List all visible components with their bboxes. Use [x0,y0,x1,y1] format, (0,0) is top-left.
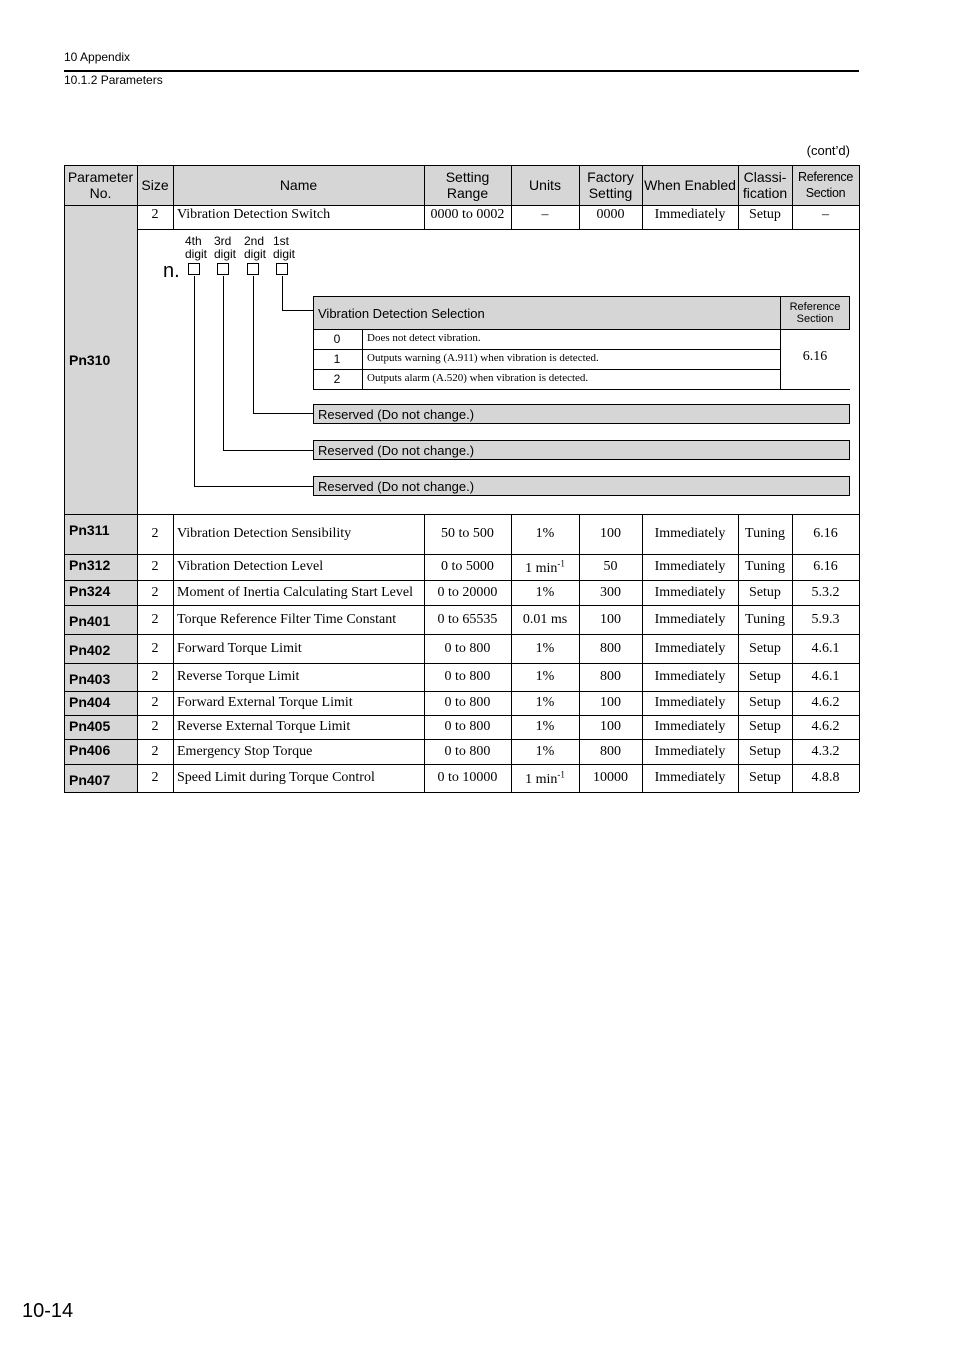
cell-size: 2 [151,743,159,759]
header-param-no: Parameter No. [64,165,137,205]
digit-connector [194,486,313,487]
cell-classification: Setup [749,669,781,684]
header-classification: Classi- fication [738,165,792,205]
col-divider [738,514,739,792]
cell-factory-setting: 800 [600,743,621,759]
col-divider [424,165,425,205]
option-border [362,329,363,389]
cell-size: 2 [151,719,159,734]
selection-ref-header: Reference Section [780,296,850,330]
cell-when-enabled: Immediately [654,584,726,600]
cell-param-no: Pn407 [64,764,137,792]
col-divider [64,514,65,792]
cell-size: 2 [151,526,159,541]
cell-setting-range: 0 to 800 [444,640,491,656]
units-value: 1 $\min^{-1}$ [525,768,565,787]
option-text: Outputs alarm (A.520) when vibration is detected. [367,372,589,384]
cell-name: Reverse Torque Limit [177,669,300,684]
reserved-bar: Reserved (Do not change.) [313,404,850,424]
cell-reference-section: 6.16 [813,559,838,574]
col-divider [859,165,860,205]
cell-classification: Tuning [745,611,785,627]
cell-name: Emergency Stop Torque [177,743,313,759]
cell-reference-section: 6.16 [813,526,838,541]
table-row [64,514,859,554]
col-divider [792,205,793,229]
cell-when-enabled: Immediately [654,770,726,785]
cell-units: 1% [535,695,555,710]
digit-connector [223,276,224,450]
cell-reference-section: 4.6.1 [811,640,840,656]
cell-units: 1% [535,743,555,759]
cell-setting-range: 0 to 800 [444,669,491,684]
col-divider [424,205,425,229]
option-divider [313,389,781,390]
cell-param-no: Pn311 [64,514,137,554]
col-divider [64,205,65,229]
cell-size: 2 [151,695,159,710]
cell-reference-section: 4.3.2 [811,743,840,759]
col-divider [792,165,793,205]
cell-param-no: Pn312 [64,554,137,580]
page-number: 10-14 [22,1300,74,1322]
col-divider [579,514,580,792]
col-divider [642,205,643,229]
reserved-bar: Reserved (Do not change.) [313,476,850,496]
diagram-border [859,229,860,514]
row-divider [64,605,859,606]
digit-label: 1st digit [273,234,296,261]
table-row [64,580,859,605]
row-divider [64,739,859,740]
selection-title: Vibration Detection Selection [313,296,781,330]
cell-when-enabled: Immediately [654,669,726,684]
cell-param-no: Pn403 [64,663,137,691]
cell-reference-section: 4.8.8 [811,770,840,785]
table-header-row [64,165,859,205]
table-row [64,663,859,691]
option-divider [313,349,781,350]
cell-units [511,554,579,580]
cell-reference-section: – [822,207,829,222]
cell-param-no: Pn310 [64,205,137,514]
cell-units: 1% [535,719,555,734]
table-row [64,739,859,764]
cell-classification: Setup [749,770,781,785]
section-header: 10.1.2 Parameters [64,73,163,87]
digit-connector [282,310,313,311]
cell-factory-setting: 100 [600,695,621,710]
cell-when-enabled: Immediately [654,695,726,710]
col-divider [173,165,174,205]
digit-connector [223,450,313,451]
header-rule [64,70,859,72]
cell-when-enabled: Immediately [654,611,726,627]
cell-setting-range: 0 to 800 [444,695,491,710]
cell-factory-setting: 10000 [593,770,628,785]
row-divider [64,691,859,692]
chapter-header: 10 Appendix [64,50,131,64]
cell-units: 0.01 ms [522,611,568,627]
cell-factory-setting: 800 [600,669,621,684]
option-value: 0 [333,332,341,346]
header-size: Size [137,165,173,205]
cell-factory-setting: 800 [600,640,621,656]
digit-box [217,263,229,275]
cell-setting-range: 0 to 800 [444,743,491,759]
cell-param-no: Pn402 [64,634,137,663]
cell-units: 1% [535,640,555,656]
table-row [64,764,859,792]
cell-reference-section: 5.9.3 [811,611,840,627]
row-divider [137,229,859,230]
table-row [64,691,859,715]
cell-when-enabled: Immediately [654,719,726,734]
cell-name: Vibration Detection Sensibility [177,526,352,541]
cell-name: Torque Reference Filter Time Constant [177,611,397,627]
digit-label: 4th digit [185,234,208,261]
digit-connector [282,276,283,310]
cell-name: Speed Limit during Torque Control [177,770,375,785]
cell-reference-section: 4.6.2 [811,719,840,734]
col-divider [511,165,512,205]
cell-size: 2 [151,770,159,785]
col-divider [137,514,138,792]
cell-classification: Setup [749,207,781,222]
header-setting-range: Setting Range [424,165,511,205]
cell-classification: Setup [749,743,781,759]
cell-when-enabled: Immediately [654,207,726,222]
table-row [64,554,859,580]
cell-classification: Setup [749,584,781,600]
cell-factory-setting: 300 [600,584,621,600]
cell-factory-setting: 100 [600,611,621,627]
header-name: Name [173,165,424,205]
col-divider [738,165,739,205]
cell-when-enabled: Immediately [654,640,726,656]
cell-name: Moment of Inertia Calculating Start Level [177,584,413,600]
col-divider [642,165,643,205]
digit-box [188,263,200,275]
cell-units [511,764,579,792]
units-exponent: -1 [557,768,565,779]
cell-name: Forward Torque Limit [177,640,302,656]
option-value: 2 [333,372,341,386]
row-divider [64,205,859,206]
cell-factory-setting: 50 [603,559,618,574]
cell-reference-section: 5.3.2 [811,584,840,600]
cell-reference-section: 4.6.1 [811,669,840,684]
digit-box [247,263,259,275]
header-units: Units [511,165,579,205]
table-row [64,634,859,663]
option-border [780,389,850,390]
digit-connector [194,276,195,486]
col-divider [792,514,793,792]
row-divider [64,715,859,716]
cell-name: Forward External Torque Limit [177,695,353,710]
cell-setting-range: 0 to 800 [444,719,491,734]
cell-size: 2 [151,640,159,656]
digit-connector [253,276,254,413]
digit-connector [253,413,313,414]
cell-size: 2 [151,669,159,684]
cell-name: Reverse External Torque Limit [177,719,351,734]
cell-name: Vibration Detection Level [177,559,324,574]
option-value: 1 [333,352,341,366]
cell-setting-range: 0000 to 0002 [430,207,505,222]
cell-param-no: Pn401 [64,605,137,634]
row-divider [64,165,859,166]
cell-when-enabled: Immediately [654,526,726,541]
col-divider [173,205,174,229]
cell-size: 2 [151,207,159,222]
cell-size: 2 [151,584,159,600]
option-divider [313,369,781,370]
col-divider [579,205,580,229]
cell-units: 1% [535,669,555,684]
row-divider [64,764,859,765]
row-divider [64,663,859,664]
diagram-border [137,229,138,514]
col-divider [738,205,739,229]
row-divider [64,514,859,515]
cell-size: 2 [151,559,159,574]
cell-param-no: Pn405 [64,715,137,739]
table-row [64,605,859,634]
selection-ref-value: 6.16 [802,349,828,364]
table-row-pn310 [64,205,859,229]
cell-factory-setting: 0000 [596,207,625,222]
col-divider [137,205,138,229]
cell-setting-range: 0 to 20000 [437,584,498,600]
cell-factory-setting: 100 [600,719,621,734]
cell-setting-range: 0 to 10000 [437,770,498,785]
cell-when-enabled: Immediately [654,743,726,759]
cell-param-no: Pn404 [64,691,137,715]
cell-classification: Setup [749,719,781,734]
col-divider [424,514,425,792]
cell-factory-setting: 100 [600,526,621,541]
col-divider [579,165,580,205]
cell-classification: Setup [749,695,781,710]
col-divider [859,514,860,792]
cell-when-enabled: Immediately [654,559,726,574]
cell-units: – [541,207,549,222]
header-reference-section: Reference Section [792,165,859,205]
option-border [313,329,314,389]
cell-name: Vibration Detection Switch [177,207,331,222]
cell-units: 1% [535,584,555,600]
digit-box [276,263,288,275]
digit-prefix: n. [163,260,180,282]
digit-label: 2nd digit [244,234,267,261]
cell-classification: Tuning [745,559,785,574]
cell-reference-section: 4.6.2 [811,695,840,710]
option-text: Does not detect vibration. [367,332,481,344]
cell-size: 2 [151,611,159,627]
cell-setting-range: 50 to 500 [441,526,494,541]
col-divider [137,165,138,205]
digit-label: 3rd digit [214,234,237,261]
col-divider [859,205,860,229]
cell-param-no: Pn324 [64,580,137,605]
row-divider [64,792,859,793]
cell-units: 1% [535,526,555,541]
row-divider [64,580,859,581]
row-divider [64,554,859,555]
diagram-border [64,229,65,514]
header-when-enabled: When Enabled [642,165,738,205]
cell-classification: Setup [749,640,781,656]
cell-setting-range: 0 to 65535 [437,611,498,627]
cell-setting-range: 0 to 5000 [441,559,494,574]
col-divider [511,514,512,792]
cell-classification: Tuning [745,526,785,541]
col-divider [642,514,643,792]
units-value: 1 $\min^{-1}$ [525,557,565,576]
reserved-bar: Reserved (Do not change.) [313,440,850,460]
col-divider [511,205,512,229]
table-row [64,715,859,739]
col-divider [64,165,65,205]
row-divider [64,634,859,635]
continued-label: (cont’d) [806,143,850,158]
col-divider [173,514,174,792]
header-factory-setting: Factory Setting [579,165,642,205]
option-text: Outputs warning (A.911) when vibration is detected. [367,352,599,364]
cell-param-no: Pn406 [64,739,137,764]
units-exponent: -1 [557,557,565,568]
